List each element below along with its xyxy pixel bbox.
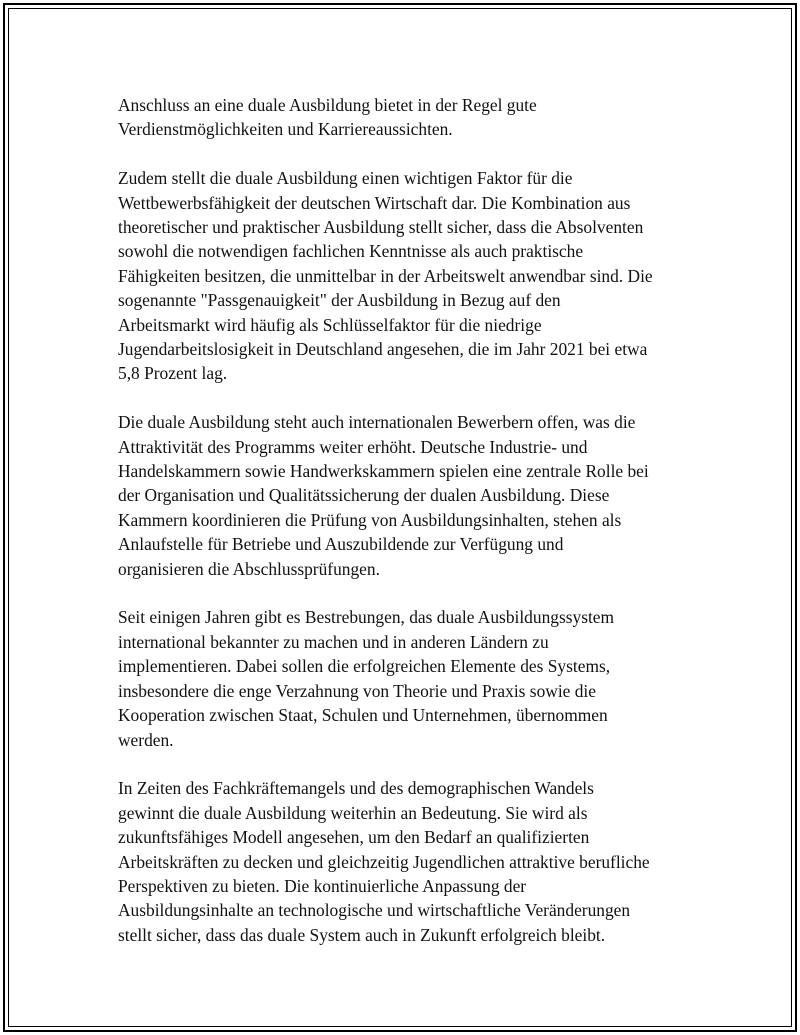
- text-line: Ausbildungsinhalte an technologische und wirtschaftliche Veränderungen: [118, 900, 631, 921]
- document-body: [118, 93, 698, 972]
- text-line: Seit einigen Jahren gibt es Bestrebungen, das duale Ausbildungssystem: [118, 607, 615, 628]
- text-line: implementieren. Dabei sollen die erfolgreichen Elemente des Systems,: [118, 656, 611, 677]
- paragraph: [118, 410, 698, 581]
- text-line: gewinnt die duale Ausbildung weiterhin an Bedeutung. Sie wird als: [118, 802, 588, 823]
- text-line: Fähigkeiten besitzen, die unmittelbar in der Arbeitswelt anwendbar sind. Die: [118, 265, 653, 286]
- text-line: werden.: [118, 729, 174, 750]
- paragraph: [118, 776, 698, 947]
- text-line: Die duale Ausbildung steht auch internationalen Bewerbern offen, was die: [118, 412, 636, 433]
- text-line: In Zeiten des Fachkräftemangels und des demographischen Wandels: [118, 778, 594, 799]
- text-line: Anschluss an eine duale Ausbildung bietet in der Regel gute: [118, 95, 537, 115]
- text-line: sogenannte "Passgenauigkeit" der Ausbildung in Bezug auf den: [118, 290, 561, 311]
- text-line: Handelskammern sowie Handwerkskammern spielen eine zentrale Rolle bei: [118, 461, 649, 482]
- text-line: Kooperation zwischen Staat, Schulen und Unternehmen, übernommen: [118, 705, 608, 726]
- text-line: 5,8 Prozent lag.: [118, 363, 228, 384]
- text-line: Arbeitsmarkt wird häufig als Schlüsselfaktor für die niedrige: [118, 314, 542, 335]
- paragraph: [118, 93, 698, 142]
- text-line: international bekannter zu machen und in anderen Ländern zu: [118, 631, 549, 652]
- text-line: Wettbewerbsfähigkeit der deutschen Wirtschaft dar. Die Kombination aus: [118, 192, 631, 213]
- text-line: insbesondere die enge Verzahnung von Theorie und Praxis sowie die: [118, 680, 596, 701]
- text-line: Zudem stellt die duale Ausbildung einen wichtigen Faktor für die: [118, 168, 573, 189]
- text-line: theoretischer und praktischer Ausbildung stellt sicher, dass die Absolventen: [118, 217, 644, 238]
- paragraph: [118, 605, 698, 751]
- text-line: zukunftsfähiges Modell angesehen, um den Bedarf an qualifizierten: [118, 827, 590, 848]
- text-line: organisieren die Abschlussprüfungen.: [118, 558, 380, 579]
- paragraph: [118, 166, 698, 386]
- text-line: der Organisation und Qualitätssicherung der dualen Ausbildung. Diese: [118, 485, 610, 506]
- text-line: Arbeitskräften zu decken und gleichzeitig Jugendlichen attraktive berufliche: [118, 851, 650, 872]
- text-line: Kammern koordinieren die Prüfung von Ausbildungsinhalten, stehen als: [118, 509, 622, 530]
- text-line: Attraktivität des Programms weiter erhöht. Deutsche Industrie- und: [118, 436, 588, 457]
- text-line: Jugendarbeitslosigkeit in Deutschland angesehen, die im Jahr 2021 bei etwa: [118, 339, 648, 360]
- text-line: sowohl die notwendigen fachlichen Kenntnisse als auch praktische: [118, 241, 584, 262]
- text-line: Anlaufstelle für Betriebe und Auszubildende zur Verfügung und: [118, 534, 564, 555]
- text-line: stellt sicher, dass das duale System auch in Zukunft erfolgreich bleibt.: [118, 924, 606, 945]
- text-line: Verdienstmöglichkeiten und Karriereaussichten.: [118, 119, 453, 140]
- text-line: Perspektiven zu bieten. Die kontinuierliche Anpassung der: [118, 875, 527, 896]
